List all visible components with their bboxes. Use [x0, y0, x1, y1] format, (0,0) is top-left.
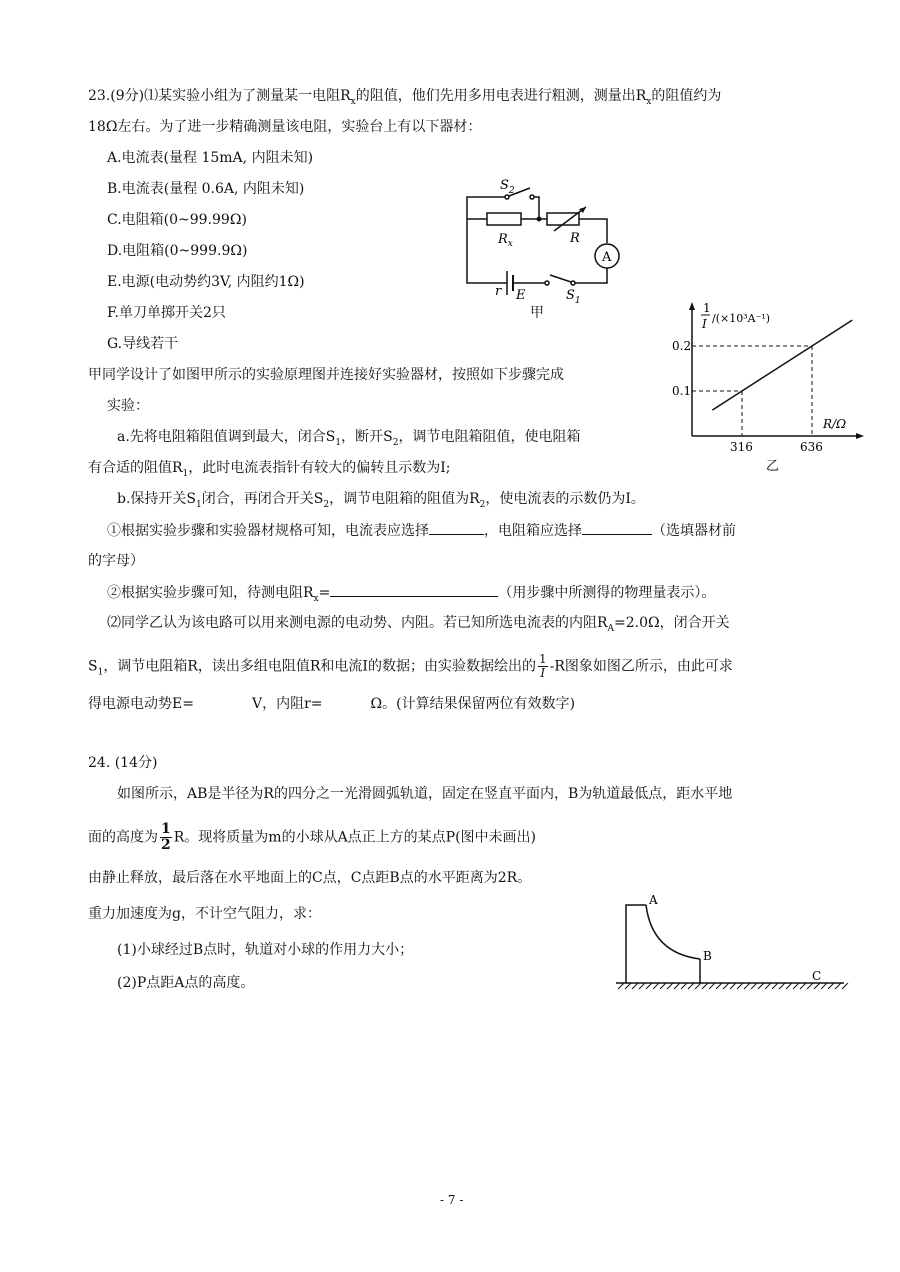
emf-label: E [516, 288, 526, 303]
arc-track-diagram [612, 893, 852, 998]
answer-blank-ammeter[interactable] [429, 520, 484, 535]
inverse-i-fraction: $\frac{1}{I}$ [538, 652, 547, 680]
design-line2: 实验： [107, 398, 149, 414]
series-line [712, 320, 852, 410]
design-line1: 甲同学设计了如图甲所示的实验原理图并连接好实验器材，按照如下步骤完成 [88, 367, 564, 383]
chart-caption: 乙 [766, 459, 780, 474]
step-b: b.保持开关$S_1$闭合，再闭合开关$S_2$，调节电阻箱的阻值为$R_2$，使电流表的示数仍为I。 [117, 491, 645, 510]
ground-hatch [751, 983, 757, 989]
circuit-diagram [462, 175, 632, 305]
option-f: F.单刀单掷开关2只 [107, 305, 226, 321]
y-label-unit: /(×10³A⁻¹) [712, 312, 771, 325]
switch-s2-label: $S_2$ [500, 178, 515, 196]
ground-hatch [660, 983, 666, 989]
q24-line3: 由静止释放，最后落在水平地面上的C点，C点距B点的水平距离为2R。 [88, 870, 532, 886]
ammeter-label: A [602, 250, 612, 265]
ground-hatch [737, 983, 743, 989]
y-label-den: I [702, 317, 707, 331]
option-c: C.电阻箱(0~99.99Ω) [107, 212, 247, 228]
x-axis-arrow [856, 433, 864, 439]
inverse-i-vs-r-chart [670, 298, 870, 483]
y-tick-label: 0.2 [672, 339, 692, 353]
ground-hatch [758, 983, 764, 989]
page-number: - 7 - [440, 1193, 464, 1207]
ground-hatch [695, 983, 701, 989]
ground-hatch [814, 983, 820, 989]
ground-hatch [723, 983, 729, 989]
option-g: G.导线若干 [107, 336, 179, 352]
ground-hatch [646, 983, 652, 989]
ground-hatch [744, 983, 750, 989]
resistor-box-r-label: R [570, 231, 580, 246]
part-2-line3: 得电源电动势E= V，内阻r= Ω。(计算结果保留两位有效数字) [88, 696, 576, 712]
circuit-caption: 甲 [530, 305, 544, 321]
q24-sub1: (1)小球经过B点时，轨道对小球的作用力大小； [117, 942, 414, 958]
y-label-num: 1 [703, 301, 711, 315]
part-2-line1: ⑵同学乙认为该电路可以用来测电源的电动势、内阻。若已知所选电流表的内阻$R_A=2.0\Omega$，闭合开关 [107, 615, 730, 634]
q24-line1: 如图所示，AB是半径为R的四分之一光滑圆弧轨道，固定在竖直平面内，B为轨道最低点，距水平地 [117, 786, 733, 802]
q23-header: 23.(9分)⑴某实验小组为了测量某一电阻$R_x$的阻值，他们先用多用电表进行粗测，测量出$R_x$的阻值约为 [88, 88, 722, 107]
part-2-line2: $S_1$，调节电阻箱R，读出多组电阻值R和电流I的数据；由实验数据绘出的 $\frac{1}{I}$ -R图象如图乙所示，由此可求 [88, 652, 733, 680]
ground-hatch [800, 983, 806, 989]
resistor-rx-label: $R_x$ [498, 232, 513, 249]
ground-hatch [702, 983, 708, 989]
point-c-label: C [812, 969, 822, 983]
ground-hatch [842, 983, 848, 989]
ground-hatch [625, 983, 631, 989]
ground-hatch [730, 983, 736, 989]
q24-header: 24. (14分) [88, 755, 158, 771]
ground-hatch [688, 983, 694, 989]
ground-hatch [765, 983, 771, 989]
ground-hatch [674, 983, 680, 989]
ground-hatch [772, 983, 778, 989]
ground-hatch [632, 983, 638, 989]
q23-line2: 18Ω左右。为了进一步精确测量该电阻，实验台上有以下器材： [88, 119, 482, 135]
ground-hatch [821, 983, 827, 989]
question-2: ②根据实验步骤可知，待测电阻$R_x=$ （用步骤中所测得的物理量表示）。 [107, 582, 715, 609]
ground-hatch [807, 983, 813, 989]
step-a-line2: 有合适的阻值$R_1$，此时电流表指针有较大的偏转且示数为I; [88, 460, 451, 479]
x-axis-label: R/Ω [823, 417, 847, 431]
answer-blank-internal-r[interactable] [323, 694, 371, 708]
option-d: D.电阻箱(0~999.9Ω) [107, 243, 248, 259]
q24-line2: 面的高度为 $\frac{1}{2}$ R。现将质量为m的小球从A点正上方的某点P(图中未画出) [88, 821, 537, 853]
option-e: E.电源(电动势约3V, 内阻约1Ω) [107, 274, 305, 290]
internal-r-label: r [495, 284, 502, 299]
ground-hatch [653, 983, 659, 989]
ground-hatch [618, 983, 624, 989]
ground-hatch [786, 983, 792, 989]
point-a-label: A [649, 893, 658, 907]
option-a: A.电流表(量程 15mA, 内阻未知) [107, 150, 314, 166]
q24-sub2: (2)P点距A点的高度。 [117, 975, 255, 991]
step-a-line1: a.先将电阻箱阻值调到最大，闭合$S_1$，断开$S_2$，调节电阻箱阻值，使电阻箱 [117, 429, 581, 448]
switch-s1-label: $S_1$ [566, 288, 581, 306]
ground-hatch [709, 983, 715, 989]
x-tick-label: 636 [800, 440, 823, 454]
option-b: B.电流表(量程 0.6A, 内阻未知) [107, 181, 305, 197]
ground-hatch [779, 983, 785, 989]
answer-blank-rx[interactable] [330, 582, 498, 597]
question-1: ①根据实验步骤和实验器材规格可知，电流表应选择 ，电阻箱应选择 （选填器材前 [107, 520, 736, 541]
answer-blank-emf[interactable] [194, 694, 252, 708]
question-1-line2: 的字母） [88, 553, 144, 569]
ground-hatch [793, 983, 799, 989]
ground-hatch [828, 983, 834, 989]
ground-hatch [681, 983, 687, 989]
ground-hatch [639, 983, 645, 989]
y-tick-label: 0.1 [672, 384, 692, 398]
one-half-fraction: $\frac{1}{2}$ [161, 821, 171, 853]
point-b-label: B [703, 949, 712, 963]
ground-hatch [835, 983, 841, 989]
y-axis-arrow [689, 302, 695, 310]
ground-hatch [716, 983, 722, 989]
x-tick-label: 316 [730, 440, 753, 454]
answer-blank-resistor-box[interactable] [582, 520, 652, 535]
ground-hatch [667, 983, 673, 989]
q24-line4: 重力加速度为g，不计空气阻力，求： [88, 906, 321, 922]
